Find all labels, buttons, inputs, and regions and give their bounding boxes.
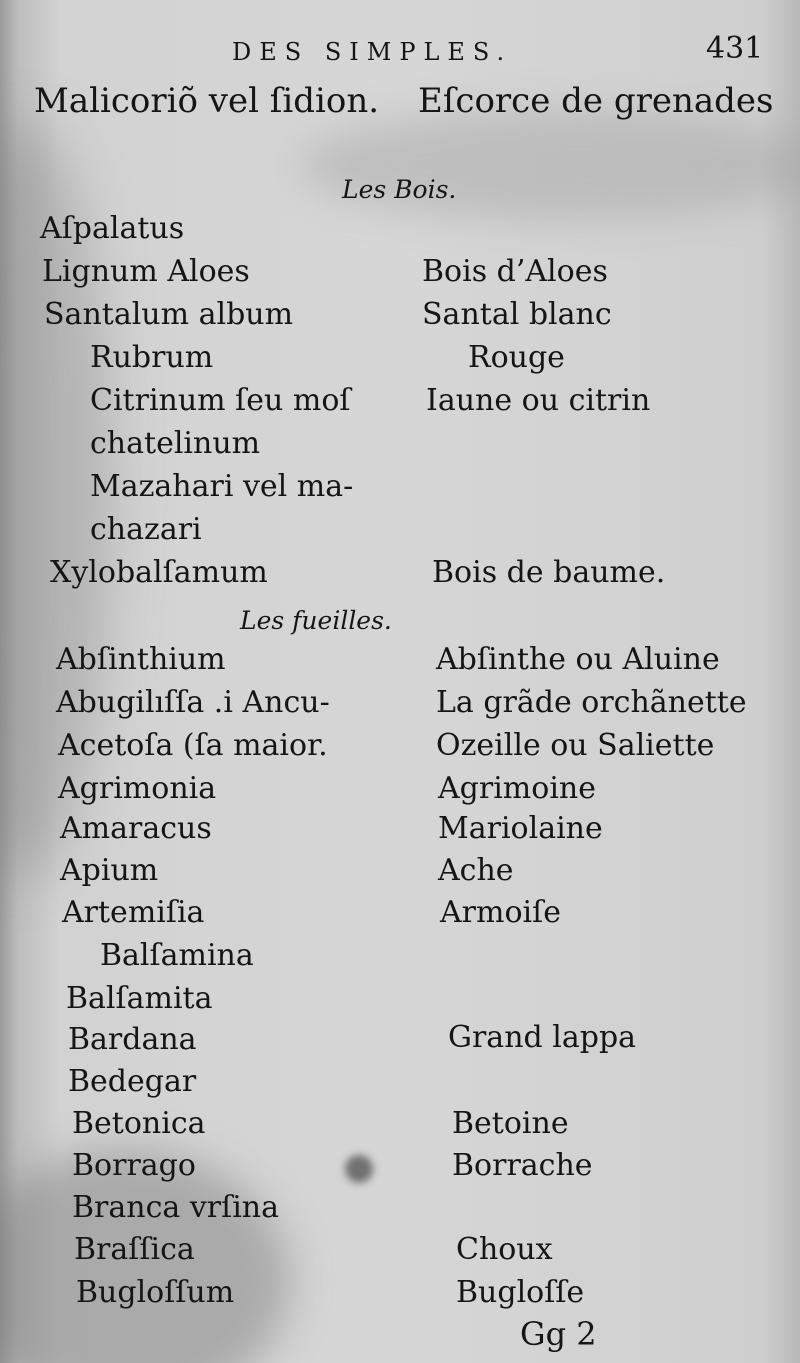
entry-french: Rouge: [468, 340, 565, 375]
entry-french: Ozeille ou Saliette: [436, 728, 715, 763]
entry-latin: Abugilıſſa .i Ancu-: [56, 685, 330, 720]
entry-french: Abſinthe ou Aluine: [436, 642, 720, 677]
entry-latin: Santalum album: [44, 297, 294, 332]
entry-latin: chazari: [90, 512, 202, 547]
entry-french: Santal blanc: [422, 297, 612, 332]
entry-french: Mariolaine: [438, 811, 603, 846]
entry-french: Betoine: [452, 1106, 569, 1141]
entry-latin: Bugloſſum: [76, 1275, 235, 1310]
entry-french: Agrimoine: [438, 771, 596, 806]
entry-latin: Bardana: [68, 1022, 197, 1057]
entry-latin: Abſinthium: [56, 642, 226, 677]
entry-latin: Balſamita: [66, 981, 213, 1016]
entry-french: Borrache: [452, 1148, 593, 1183]
entry-latin: Mazahari vel ma-: [90, 469, 354, 504]
entry-latin: Branca vrſina: [72, 1190, 280, 1225]
entry-latin: Agrimonia: [58, 771, 217, 806]
entry-latin: Rubrum: [90, 340, 214, 375]
entry-latin: Bedegar: [68, 1064, 197, 1099]
entry-latin: Braſſica: [74, 1232, 195, 1267]
entry-french: Bois d’Aloes: [422, 254, 608, 289]
entry-latin: Amaracus: [60, 811, 212, 846]
ink-spot: [345, 1155, 373, 1183]
section-heading: Les fueilles.: [240, 606, 392, 635]
entry-latin: Malicoriõ vel ſidion.: [34, 81, 380, 121]
section-heading: Les Bois.: [342, 175, 457, 204]
entry-latin: chatelinum: [90, 426, 261, 461]
entry-latin: Acetoſa (ſa maior.: [58, 728, 328, 763]
signature-mark: Gg 2: [520, 1315, 597, 1353]
entry-french: Ache: [438, 853, 514, 888]
entry-french: La grãde orchãnette: [436, 685, 747, 720]
entry-french: Bugloſſe: [456, 1275, 585, 1310]
entry-latin: Apium: [60, 853, 159, 888]
entry-latin: Borrago: [72, 1148, 196, 1183]
entry-latin: Artemiſia: [62, 895, 205, 930]
entry-latin: Aſpalatus: [40, 211, 185, 246]
entry-french: Choux: [456, 1232, 553, 1267]
page-number: 431: [706, 31, 764, 66]
entry-latin: Balſamina: [100, 938, 254, 973]
entry-french: Eſcorce de grenades: [418, 81, 774, 121]
running-title: DES SIMPLES.: [232, 38, 513, 66]
entry-french: Armoiſe: [440, 895, 561, 930]
entry-latin: Lignum Aloes: [42, 254, 250, 289]
entry-french: Bois de baume.: [432, 555, 666, 590]
entry-latin: Betonica: [72, 1106, 206, 1141]
entry-latin: Xylobalſamum: [50, 555, 268, 590]
entry-latin: Citrinum ſeu moſ: [90, 383, 351, 418]
entry-french: Iaune ou citrin: [426, 383, 651, 418]
entry-french: Grand lappa: [448, 1020, 637, 1055]
